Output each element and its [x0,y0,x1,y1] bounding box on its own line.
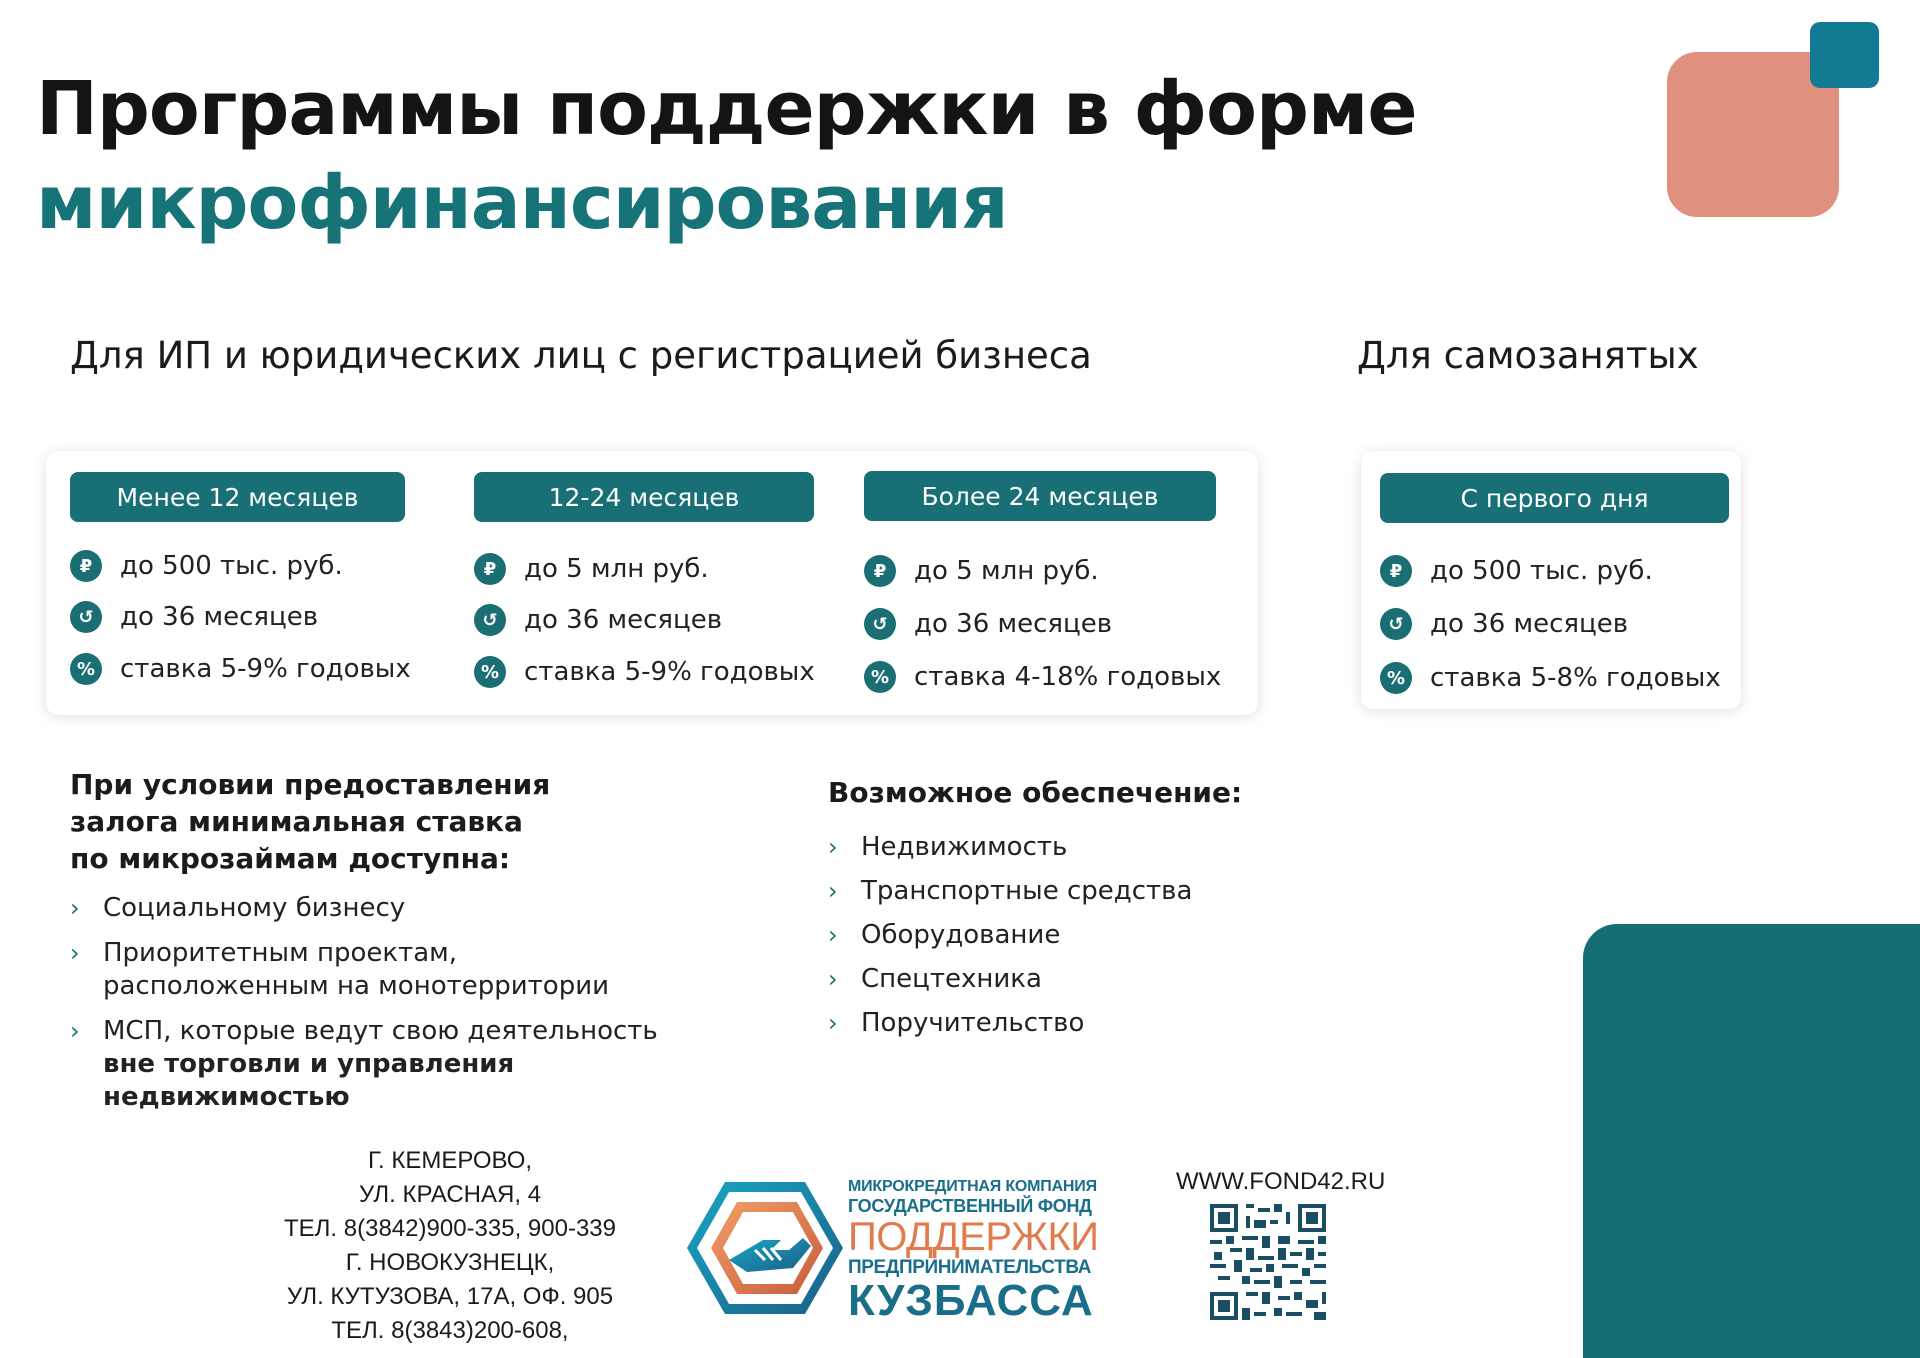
qr-code-icon[interactable] [1210,1204,1326,1320]
security-list [828,829,1192,1049]
list-item: › Социальному бизнесу [70,893,406,923]
list-item: › Оборудование [828,917,1192,953]
percent-icon: % [70,653,102,685]
chevron-right-icon: › [828,921,838,949]
page-title-line1: Программы поддержки в форме [36,66,1417,152]
ruble-icon: ₽ [1380,555,1412,587]
ruble-icon: ₽ [474,553,506,585]
program-1-rate: % ставка 5-9% годовых [70,653,411,685]
ruble-icon: ₽ [70,550,102,582]
programs-card-self-employed [1361,451,1741,709]
program-2-term: ↺ до 36 месяцев [474,604,722,636]
program-3-term: ↺ до 36 месяцев [864,608,1112,640]
list-item: › Транспортные средства [828,873,1192,909]
clock-icon: ↺ [1380,608,1412,640]
clock-icon: ↺ [864,608,896,640]
clock-icon: ↺ [474,604,506,636]
fund-logo-icon [685,1180,845,1316]
list-item: › МСП, которые ведут свою деятельность вне торговли и управления недвижимостью [70,1016,658,1112]
clock-icon: ↺ [70,601,102,633]
percent-icon: % [864,661,896,693]
list-item: › Поручительство [828,1005,1192,1041]
chevron-right-icon: › [828,965,838,993]
program-2-rate: % ставка 5-9% годовых [474,656,815,688]
percent-icon: % [1380,662,1412,694]
fund-logo-text: МИКРОКРЕДИТНАЯ КОМПАНИЯ ГОСУДАРСТВЕННЫЙ ФОНД ПОДДЕРЖКИ ПРЕДПРИНИМАТЕЛЬСТВА КУЗБАССА [848,1178,1099,1325]
list-item: › Приоритетным проектам, расположенным на монотерритории [70,938,610,1001]
heading-self-employed: Для самозанятых [1357,334,1699,377]
chevron-right-icon: › [70,939,80,967]
security-title: Возможное обеспечение: [828,776,1243,809]
chevron-right-icon: › [828,877,838,905]
chevron-right-icon: › [828,833,838,861]
decor-teal-panel [1583,924,1920,1358]
program-3-rate: % ставка 4-18% годовых [864,661,1221,693]
contact-address: Г. КЕМЕРОВО, УЛ. КРАСНАЯ, 4 ТЕЛ. 8(3842)900-335, 900-339 Г. НОВОКУЗНЕЦК, УЛ. КУТУЗОВА, 17А, ОФ. 905 ТЕЛ. 8(3843)200-608, [284,1147,616,1344]
program-2-amount: ₽ до 5 млн руб. [474,553,709,585]
program-self-term: ↺ до 36 месяцев [1380,608,1628,640]
list-item: › Спецтехника [828,961,1192,997]
conditions-title: При условии предоставления залога минимальная ставка по микрозаймам доступна: [70,768,551,875]
program-1-amount: ₽ до 500 тыс. руб. [70,550,343,582]
conditions-list [70,892,710,1126]
program-3-amount: ₽ до 5 млн руб. [864,555,1099,587]
program-self-rate: % ставка 5-8% годовых [1380,662,1721,694]
percent-icon: % [474,656,506,688]
period-badge-3: Более 24 месяцев [864,471,1216,521]
heading-ip-legal: Для ИП и юридических лиц с регистрацией бизнеса [70,334,1092,377]
chevron-right-icon: › [828,1009,838,1037]
programs-card-ip [46,451,1258,715]
program-self-amount: ₽ до 500 тыс. руб. [1380,555,1653,587]
chevron-right-icon: › [70,1017,80,1045]
page-title-line2: микрофинансирования [36,160,1008,246]
ruble-icon: ₽ [864,555,896,587]
list-item: › Недвижимость [828,829,1192,865]
period-badge-2: 12-24 месяцев [474,472,814,522]
decor-blue-square [1810,22,1879,88]
chevron-right-icon: › [70,894,80,922]
period-badge-1: Менее 12 месяцев [70,472,405,522]
website-link[interactable]: WWW.FOND42.RU [1176,1168,1386,1195]
period-badge-self: С первого дня [1380,473,1729,523]
program-1-term: ↺ до 36 месяцев [70,601,318,633]
